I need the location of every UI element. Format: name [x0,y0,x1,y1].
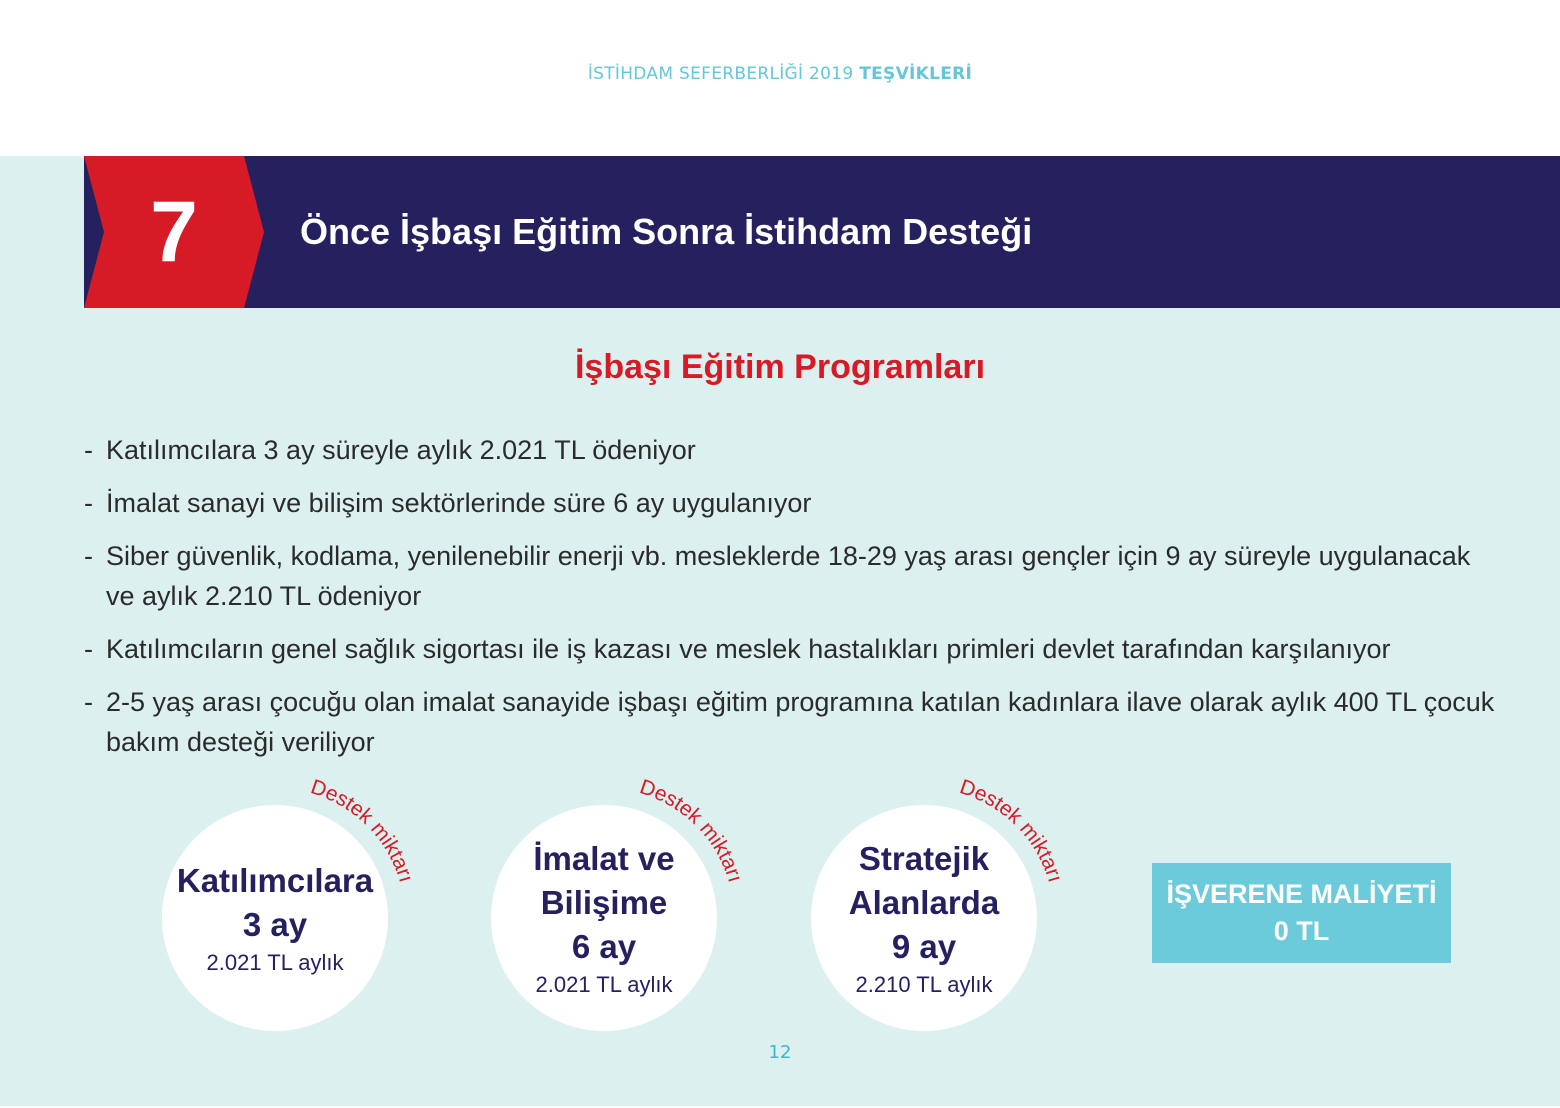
circle-title: Stratejik Alanlarda 9 ay [848,840,1000,965]
page-number: 12 [768,1042,792,1063]
support-amount-arc-label [774,768,1074,1068]
svg-text:Destek miktarı: Destek miktarı [636,775,747,885]
circle-title: Katılımcılara 3 ay [176,862,374,943]
header-highlight: TEŞVİKLERİ [859,64,973,84]
benefit-list [84,430,1504,775]
benefit-item: - Katılımcıların genel sağlık sigortası ile iş kazası ve meslek hastalıkları primleri devlet tarafından karşılanıyor [84,629,1504,669]
program-title: İşbaşı Eğitim Programları [574,348,986,386]
support-amount-arc-label [125,768,425,1068]
svg-text:Destek miktarı: Destek miktarı [956,775,1067,885]
section-title-bar [84,156,1560,308]
benefit-item: - Siber güvenlik, kodlama, yenilenebilir enerji vb. mesleklerde 18-29 yaş arası gençler için 9 ay süreyle uygulanacak ve aylık 2.210 TL ödeniyor [84,536,1504,616]
svg-text:Destek miktarı: Destek miktarı [307,775,418,885]
employer-cost-label: İŞVERENE MALİYETİ [1166,879,1437,909]
employer-cost-value: 0 TL [1273,916,1330,946]
section-number: 7 [150,184,198,280]
benefit-item: - İmalat sanayi ve bilişim sektörlerinde süre 6 ay uygulanıyor [84,483,1504,523]
document-header [0,64,1560,84]
employer-cost-box [1152,863,1451,963]
circle-amount: 2.210 TL aylık [855,972,993,997]
section-title: Önce İşbaşı Eğitim Sonra İstihdam Desteği [300,211,1033,252]
benefit-item: - 2-5 yaş arası çocuğu olan imalat sanayide işbaşı eğitim programına katılan kadınlara ilave olarak aylık 400 TL çocuk bakım desteği veriliyor [84,682,1504,762]
circle-amount: 2.021 TL aylık [535,972,673,997]
header-prefix: İSTİHDAM SEFERBERLİĞİ 2019 [587,64,860,84]
benefit-item: - Katılımcılara 3 ay süreyle aylık 2.021 TL ödeniyor [84,430,1504,470]
support-amount-arc-label [454,768,754,1068]
circle-title: İmalat ve Bilişime 6 ay [533,840,675,965]
circle-amount: 2.021 TL aylık [206,950,344,975]
